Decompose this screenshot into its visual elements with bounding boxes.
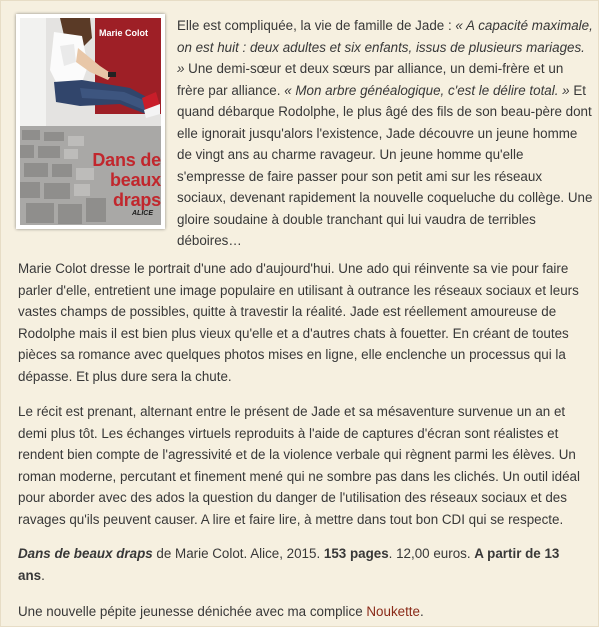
- book-cover[interactable]: [16, 14, 165, 229]
- book-pages: 153 pages: [323, 546, 389, 561]
- closing-line: [18, 601, 586, 623]
- closing-text: Une nouvelle pépite jeunesse dénichée avec ma complice: [18, 604, 367, 619]
- noukette-link[interactable]: Noukette: [366, 604, 420, 619]
- publisher-logo: ALICE: [132, 210, 153, 217]
- intro-text-2: Une demi-sœur et deux sœurs par alliance, un demi-frère et un frère par alliance.: [177, 61, 564, 98]
- closing-end: .: [419, 604, 424, 619]
- intro-quote-2: « Mon arbre généalogique, c'est le délire total. »: [284, 82, 570, 98]
- intro-text-1: Elle est compliquée, la vie de famille de Jade :: [177, 18, 456, 33]
- cover-author: Marie Colot: [99, 28, 149, 38]
- cover-title: [65, 150, 161, 210]
- cover-title-line-1: Dans de: [92, 150, 161, 170]
- review-paragraph-3: Le récit est prenant, alternant entre le présent de Jade et sa mésaventure survenue un an et demi plus tôt. Les échanges virtuels reproduits à l'aide de captures d'écran sont réalistes et rendent bien compte de l'agressivité et de la violence verbale qui règnent parmi les élèves. Un roman moderne, percutant et finement mené qui ne sombre pas dans les clichés. Un outil idéal pour aborder avec des ados la question du danger de l'utilisation des réseaux sociaux et des ravages qu'ils peuvent causer. A lire et faire lire, à mettre dans tout bon CDI qui se respecte.: [18, 404, 580, 527]
- book-details: de Marie Colot. Alice, 2015.: [152, 546, 324, 561]
- review-paragraph-2: Marie Colot dresse le portrait d'une ado d'aujourd'hui. Une ado qui réinvente sa vie pour faire parler d'elle, entretient une image populaire en utilisant à outrance les réseaux sociaux et leurs vastes champs de possibles, quitte à travestir la réalité. Jade est réellement amoureuse de Rodolphe mais il est bien plus vieux qu'elle et a d'autres chats à fouetter. En créant de toutes pièces sa romance avec quelques photos mises en ligne, elle enclenche un processus qui la dépasse. Et plus dure sera la chute.: [18, 261, 579, 384]
- book-price: . 12,00 euros.: [388, 546, 475, 561]
- book-info-end: .: [41, 567, 45, 583]
- intro-paragraph: [177, 15, 593, 252]
- book-title: Dans de beaux draps: [18, 546, 153, 561]
- intro-text-3: Et quand débarque Rodolphe, le plus âgé des fils de son beau-père dont elle ignorait jusqu'alors l'existence, Jade découvre un jeune homme de vingt ans au charme ravageur. Un jeune homme qu'elle s'empresse de faire passer pour son petit ami sur les réseaux sociaux, devenant rapidement la nouvelle coqueluche du collège. Une gloire soudaine à double tranchant qui lui vaudra de terribles déboires…: [177, 82, 593, 248]
- book-age: A partir de 13 ans: [18, 546, 560, 583]
- cover-title-line-2: beaux draps: [109, 170, 161, 210]
- book-info: [18, 543, 586, 586]
- intro-quote-1: « A capacité maximale, on est huit : deux adultes et six enfants, issus de plusieurs mariages. »: [177, 18, 593, 76]
